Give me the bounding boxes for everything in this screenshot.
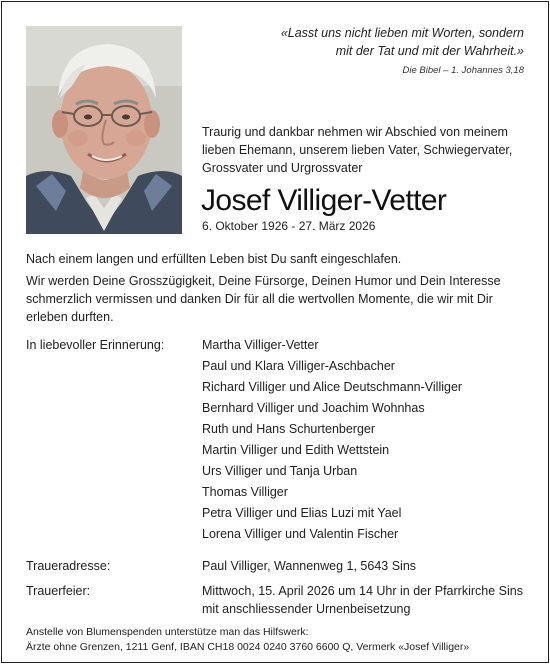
bible-quote — [224, 24, 524, 60]
deceased-name: Josef Villiger-Vetter — [201, 184, 447, 217]
mourners-list — [202, 336, 462, 546]
obituary-notice — [1, 1, 549, 663]
mourner-name: Martin Villiger und Edith Wettstein — [202, 443, 390, 457]
intro-line-1: Traurig und dankbar nehmen wir Abschied von meinem — [202, 125, 508, 139]
mourner-name: Thomas Villiger — [202, 485, 288, 499]
mourner-name: Richard Villiger und Alice Deutschmann-Villiger — [202, 380, 463, 394]
mourner-name: Paul und Klara Villiger-Aschbacher — [202, 359, 395, 373]
mourner-name: Petra Villiger und Elias Luzi mit Yael — [202, 506, 402, 520]
message-paragraph-2: Wir werden Deine Grosszügigkeit, Deine Fürsorge, Deinen Humor und Dein Interesse schmerzlich vermissen und danken Dir für all die wertvollen Momente, die wir mit Dir erleben durften. — [26, 274, 501, 324]
message-paragraph-1: Nach einem langen und erfüllten Leben bist Du sanft eingeschlafen. — [26, 252, 402, 266]
mourner-name: Bernhard Villiger und Joachim Wohnhas — [202, 401, 425, 415]
donation-note — [26, 625, 536, 655]
service-line-1: Mittwoch, 15. April 2026 um 14 Uhr in der Pfarrkirche Sins — [202, 584, 523, 598]
donation-line-2: Ärzte ohne Grenzen, 1211 Genf, IBAN CH18 0024 0240 3760 6600 Q, Vermerk «Josef Villiger» — [26, 641, 470, 653]
portrait-photo — [26, 26, 182, 234]
service-label: Trauerfeier: — [26, 584, 91, 598]
service-details — [202, 582, 523, 618]
service-line-2: mit anschliessender Urnenbeisetzung — [202, 602, 411, 616]
quote-source: Die Bibel – 1. Johannes 3,18 — [402, 65, 524, 76]
mourning-address: Paul Villiger, Wannenweg 1, 5643 Sins — [202, 559, 417, 573]
mourner-name: Ruth und Hans Schurtenberger — [202, 422, 376, 436]
farewell-intro — [202, 123, 532, 177]
quote-line-1: «Lasst uns nicht lieben mit Worten, sondern — [280, 26, 524, 40]
donation-line-1: Anstelle von Blumenspenden unterstütze man das Hilfswerk: — [26, 626, 309, 638]
intro-line-3: Grossvater und Urgrossvater — [202, 161, 363, 175]
mourning-address-label: Traueradresse: — [26, 559, 111, 573]
life-dates: 6. Oktober 1926 - 27. März 2026 — [202, 219, 376, 233]
intro-line-2: lieben Ehemann, unserem lieben Vater, Schwiegervater, — [202, 143, 513, 157]
mourner-name: Urs Villiger und Tanja Urban — [202, 464, 358, 478]
mourner-name: Martha Villiger-Vetter — [202, 338, 319, 352]
quote-line-2: mit der Tat und mit der Wahrheit.» — [335, 44, 524, 58]
mourners-label: In liebevoller Erinnerung: — [26, 338, 165, 352]
mourner-name: Lorena Villiger und Valentin Fischer — [202, 527, 399, 541]
